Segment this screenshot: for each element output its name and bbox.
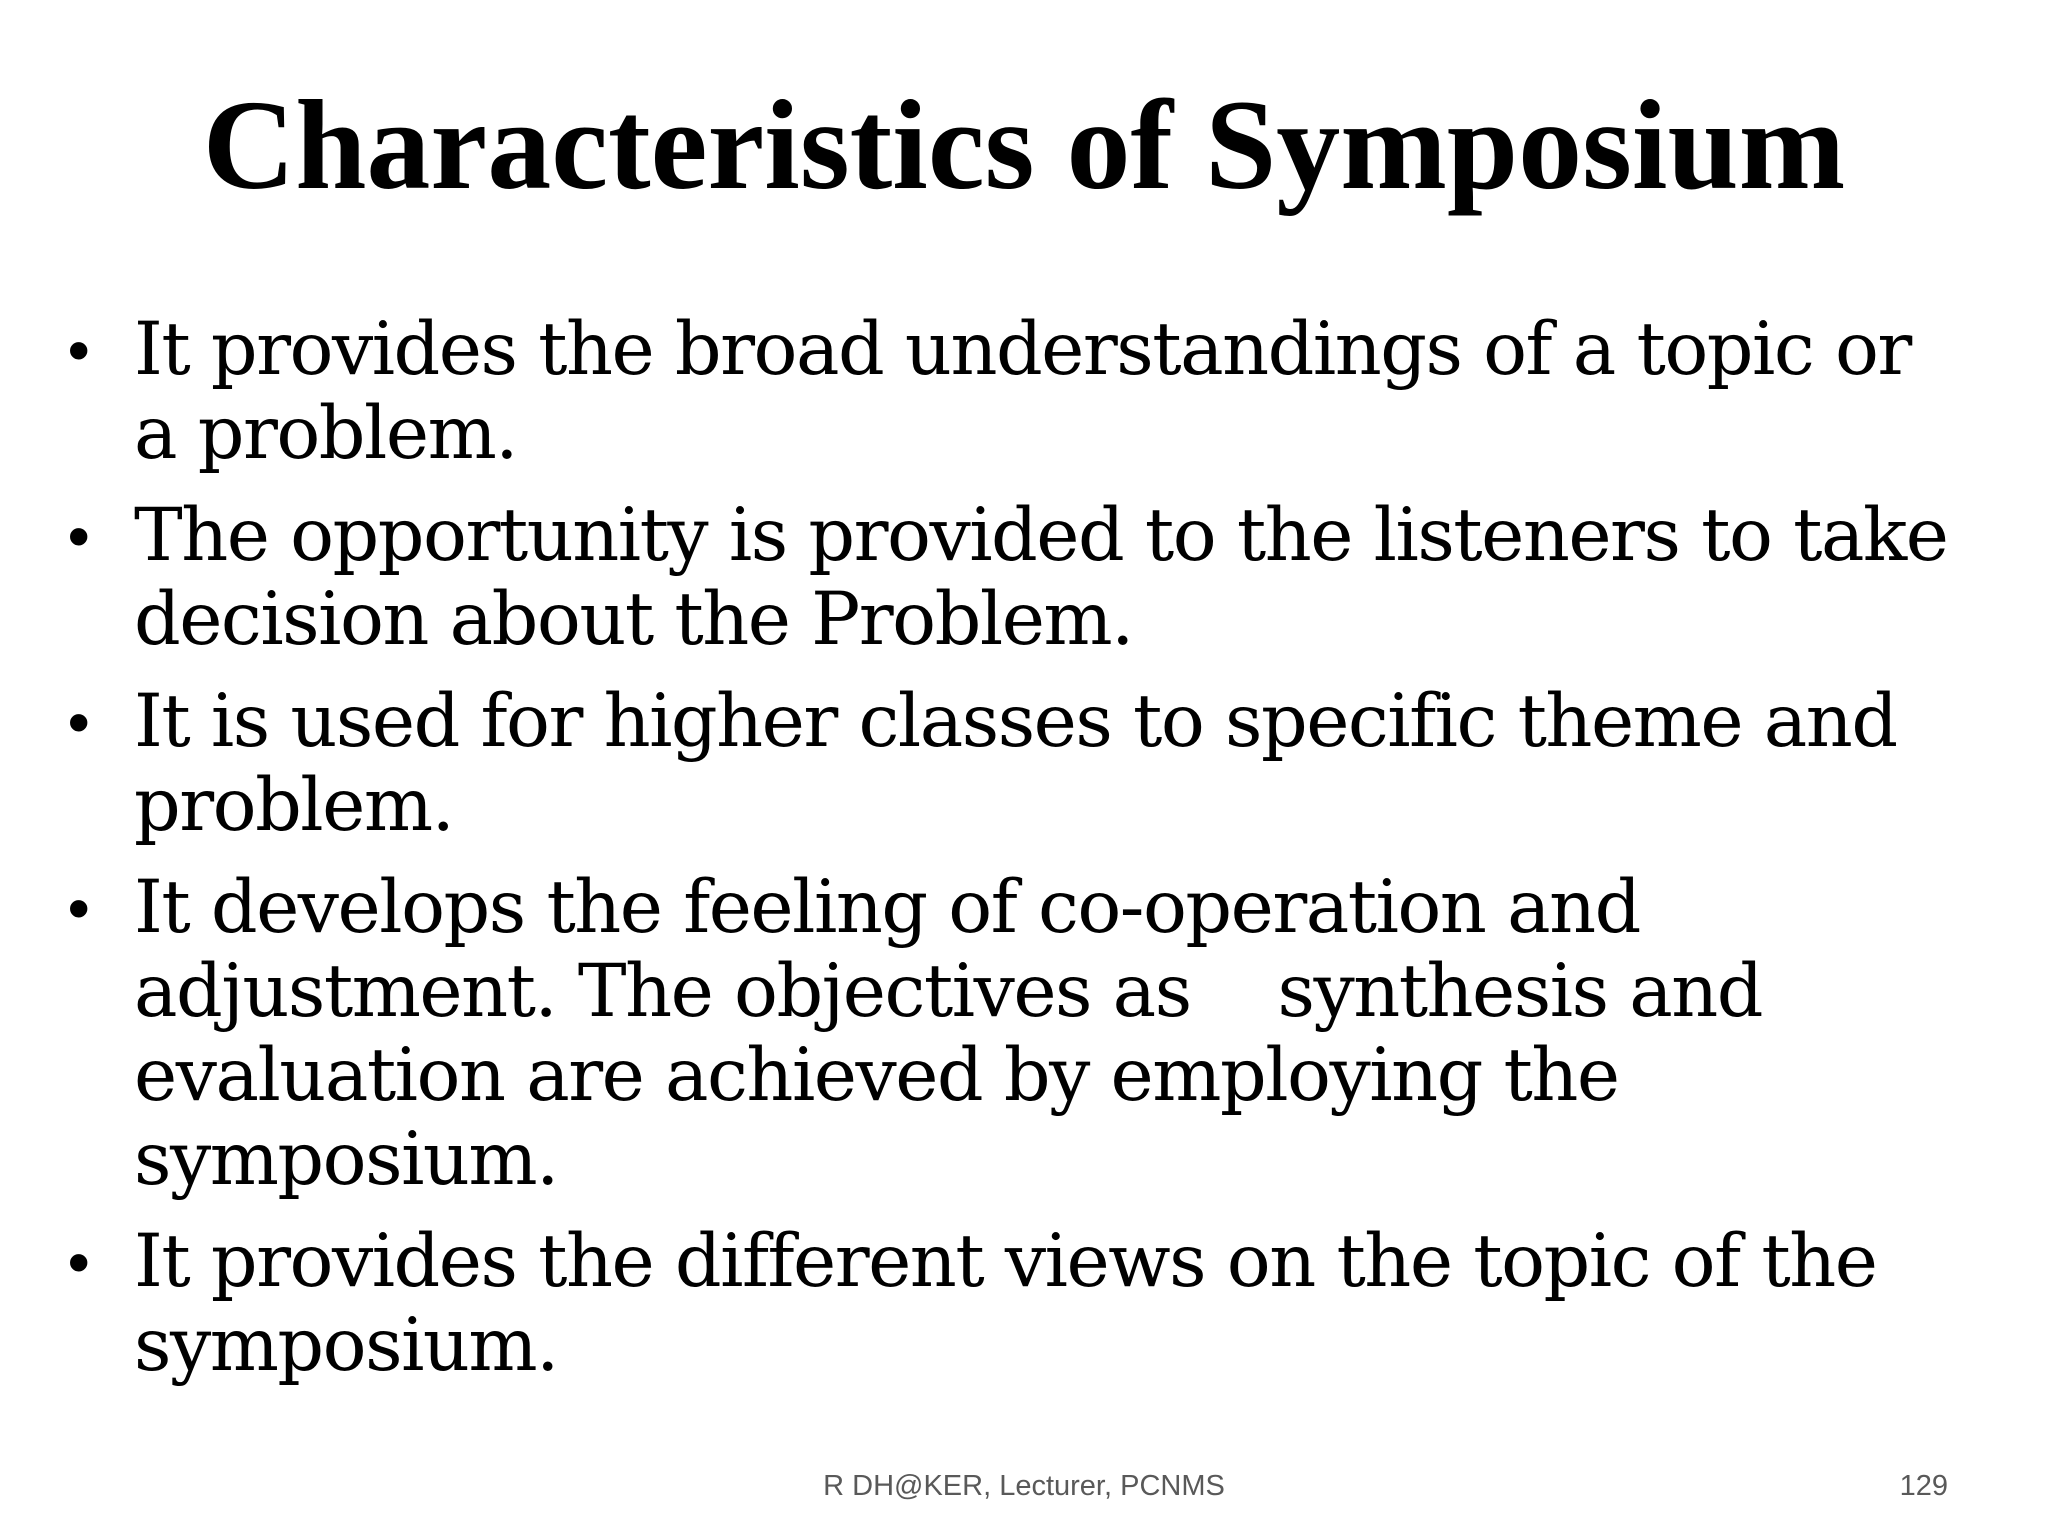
bullet-line: decision about the Problem. [134, 577, 1133, 662]
bullet-line: symposium. [134, 1117, 558, 1202]
slide-number: 129 [1899, 1470, 1948, 1502]
bullet-line: symposium. [134, 1303, 558, 1388]
bullet-line: It develops the feeling of co-operation and [134, 865, 1640, 950]
bullet-icon: • [67, 1226, 89, 1298]
bullet-line: problem. [134, 763, 454, 848]
slide-title: Characteristics of Symposium [202, 74, 1846, 216]
bullet-line: evaluation are achieved by employing the [134, 1033, 1619, 1118]
bullet-line: It is used for higher classes to specific theme and [134, 679, 1897, 764]
bullet-line: adjustment. The objectives as synthesis and [134, 949, 1763, 1034]
bullet-icon: • [67, 686, 89, 758]
bullet-icon: • [67, 314, 89, 386]
bullet-line: a problem. [134, 391, 518, 476]
bullet-icon: • [67, 500, 89, 572]
bullet-list [50, 308, 2020, 1388]
bullet-line: The opportunity is provided to the listeners to take [134, 493, 1948, 578]
bullet-line: It provides the broad understandings of a topic or [134, 307, 1911, 392]
bullet-line: It provides the different views on the topic of the [134, 1219, 1877, 1304]
bullet-icon: • [67, 872, 89, 944]
bullet-item [50, 308, 2020, 476]
bullet-item [50, 494, 2020, 662]
bullet-item [50, 1220, 2020, 1388]
footer-author: R DH@KER, Lecturer, PCNMS [823, 1470, 1225, 1502]
bullet-item [50, 866, 2020, 1202]
bullet-item [50, 680, 2020, 848]
